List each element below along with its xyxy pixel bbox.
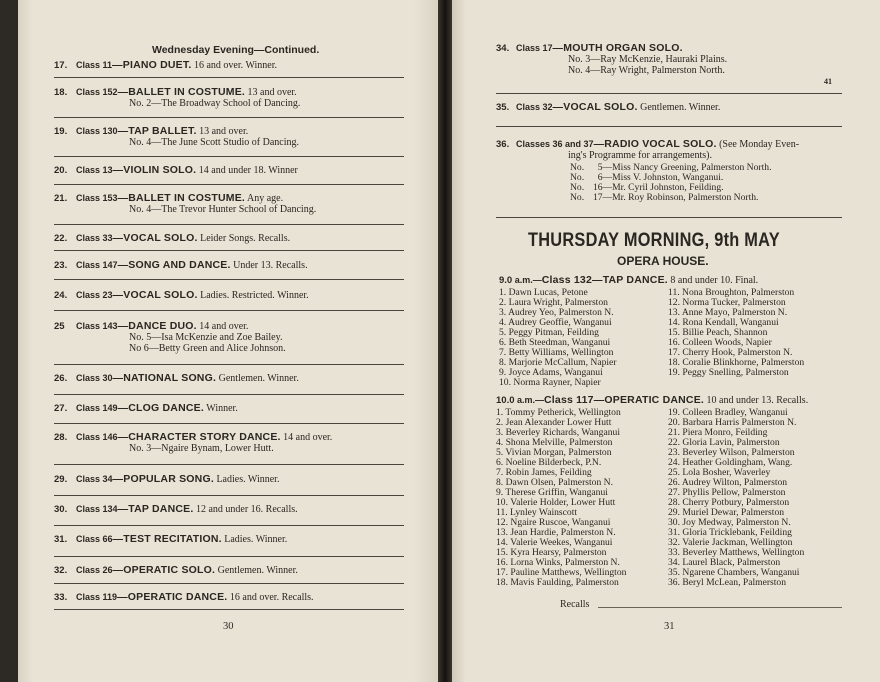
competitor: 1. Tommy Petherick, Wellington	[496, 407, 621, 418]
competitor: 27. Phyllis Pellow, Palmerston	[668, 487, 786, 498]
entry-divider	[54, 423, 404, 424]
competitor: 7. Robin James, Feilding	[496, 467, 592, 478]
tap-list-left	[499, 288, 617, 388]
entrant-number: 6—	[597, 172, 613, 183]
dash: —	[117, 320, 129, 332]
class-code: 149	[102, 403, 118, 413]
entrant-line: No. 2—The Broadway School of Dancing.	[129, 98, 301, 109]
class-code: 66	[102, 534, 113, 544]
dash: —	[112, 232, 124, 244]
dash: —	[593, 138, 605, 150]
competitor: 28. Cherry Potbury, Palmerston	[668, 497, 790, 508]
dash: —	[112, 564, 124, 576]
radio-entrant	[570, 193, 771, 203]
entry-divider	[54, 556, 404, 557]
competitor: 18. Mavis Faulding, Palmerston	[496, 577, 619, 588]
entry-number: 21.	[54, 193, 68, 204]
entry-divider	[54, 184, 404, 185]
dash: —	[117, 259, 129, 271]
entry-divider	[54, 609, 404, 610]
competitor: 19. Colleen Bradley, Wanganui	[668, 407, 788, 418]
competitor: 13. Anne Mayo, Palmerston N.	[668, 307, 788, 318]
entrant-number: 16—	[592, 182, 613, 193]
competitor: 16. Colleen Woods, Napier	[668, 337, 772, 348]
entry-number: 17.	[54, 60, 68, 71]
entry-divider	[54, 464, 404, 465]
competitor: 24. Heather Goldingham, Wang.	[668, 457, 793, 468]
class-code: 33	[102, 233, 113, 243]
entrant-no: No.	[570, 192, 585, 203]
recalls-rule	[598, 607, 842, 608]
class-title: VOCAL SOLO.	[563, 101, 638, 113]
class-code: 134	[102, 504, 118, 514]
class-code: 147	[102, 260, 118, 270]
competitor: 10. Valerie Holder, Lower Hutt	[496, 497, 616, 508]
entry-number: 29.	[54, 474, 68, 485]
class-word: Class	[76, 373, 101, 383]
class-code: 119	[102, 592, 118, 602]
class-entry	[54, 164, 298, 177]
entrant-name: Miss V. Johnston, Wanganui.	[612, 172, 724, 183]
class-word: Class	[76, 504, 101, 514]
entry-number: 27.	[54, 403, 68, 414]
competitor: 11. Nona Broughton, Palmerston	[668, 287, 795, 298]
dash: —	[117, 431, 129, 443]
entry-number: 31.	[54, 534, 68, 545]
competitor: 4. Shona Melville, Palmerston	[496, 437, 613, 448]
entrant-name: Mr. Roy Robinson, Palmerston North.	[612, 192, 759, 203]
class-code: 153	[102, 193, 118, 203]
entry-number: 20.	[54, 165, 68, 176]
tap-class: Class 132—TAP DANCE.	[541, 274, 668, 286]
class-word: Class	[76, 290, 101, 300]
entrant-line: No. 5—Isa McKenzie and Zoe Bailey.	[129, 332, 283, 343]
class-detail: 13 and over.	[247, 87, 297, 98]
entry-divider	[54, 583, 404, 584]
class-code: 26	[102, 565, 113, 575]
dash: —	[117, 591, 128, 603]
section-divider	[496, 217, 842, 218]
competitor: 8. Dawn Olsen, Palmerston N.	[496, 477, 613, 488]
class-title: PIANO DUET.	[122, 59, 192, 71]
class-code: 17	[542, 43, 553, 53]
class-detail: Gentlemen. Winner.	[217, 565, 298, 576]
entry-number: 28.	[54, 432, 68, 443]
class-title: VOCAL SOLO.	[123, 289, 198, 301]
competitor: 12. Ngaire Ruscoe, Wanganui	[496, 517, 611, 528]
competitor: 15. Billie Peach, Shannon	[668, 327, 768, 338]
class-detail: Under 13. Recalls.	[233, 260, 308, 271]
class-word: Classes	[516, 139, 551, 149]
entrant-line: No. 4—Ray Wright, Palmerston North.	[568, 65, 725, 76]
competitor: 35. Ngarene Chambers, Wanganui	[668, 567, 800, 578]
competitor: 10. Norma Rayner, Napier	[499, 377, 601, 388]
class-entry	[496, 101, 720, 114]
page-header: Wednesday Evening—Continued.	[152, 44, 320, 56]
radio-list	[570, 163, 771, 203]
entry-number: 24.	[54, 290, 68, 301]
dash: —	[552, 42, 564, 54]
class-entry	[54, 402, 238, 415]
class-code: 13	[102, 165, 113, 175]
class-code: 34	[102, 474, 113, 484]
competitor: 20. Barbara Harris Palmerston N.	[668, 417, 797, 428]
tap-ampm: a.m.—	[514, 275, 542, 285]
dash: —	[117, 125, 129, 137]
competitor: 16. Lorna Winks, Palmerston N.	[496, 557, 620, 568]
class-title: BALLET IN COSTUME.	[128, 192, 246, 204]
competitor: 9. Joyce Adams, Wanganui	[499, 367, 603, 378]
class-word: Class	[76, 60, 101, 70]
class-word: Class	[76, 260, 101, 270]
class-title: RADIO VOCAL SOLO.	[604, 138, 717, 150]
entrant-no: No.	[570, 162, 585, 173]
dash: —	[117, 402, 129, 414]
class-detail: 14 and under 18. Winner	[198, 165, 298, 176]
class-detail: 16 and over. Recalls.	[229, 592, 314, 603]
class-detail: Gentlemen. Winner.	[640, 102, 721, 113]
class-entry	[54, 503, 298, 516]
class-detail: 14 and over.	[199, 321, 249, 332]
competitor: 13. Jean Hardie, Palmerston N.	[496, 527, 616, 538]
entry-number: 22.	[54, 233, 68, 244]
competitor: 2. Jean Alexander Lower Hutt	[496, 417, 612, 428]
page-number: 31	[664, 621, 675, 632]
operatic-list-left	[496, 408, 626, 588]
class-code: 11	[102, 60, 113, 70]
entry-divider	[54, 77, 404, 78]
dash: —	[117, 192, 129, 204]
operatic-class: Class 117—OPERATIC DANCE.	[544, 394, 705, 406]
competitor: 15. Kyra Hearsy, Palmerston	[496, 547, 607, 558]
class-code: 30	[102, 373, 113, 383]
entry-number: 23.	[54, 260, 68, 271]
class-title: BALLET IN COSTUME.	[128, 86, 246, 98]
competitor: 18. Coralie Blinkhorne, Palmerston	[668, 357, 805, 368]
competitor: 17. Pauline Matthews, Wellington	[496, 567, 627, 578]
class-title: TEST RECITATION.	[123, 533, 222, 545]
entry-divider	[54, 250, 404, 251]
class-code: 36 and 37	[552, 139, 594, 149]
operatic-section-header	[496, 394, 808, 407]
competitor: 30. Joy Medway, Palmerston N.	[668, 517, 791, 528]
page-number: 30	[223, 621, 234, 632]
dash: —	[112, 289, 124, 301]
entrant-number: 17—	[592, 192, 613, 203]
class-title: POPULAR SONG.	[123, 473, 214, 485]
competitor: 6. Beth Steedman, Wanganui	[499, 337, 611, 348]
entrant-name: Mr. Cyril Johnston, Feilding.	[612, 182, 724, 193]
class-title: CHARACTER STORY DANCE.	[128, 431, 281, 443]
competitor: 4. Audrey Geoffie, Wanganui	[499, 317, 612, 328]
competitor: 36. Beryl McLean, Palmerston	[668, 577, 787, 588]
competitor: 14. Rona Kendall, Wanganui	[668, 317, 779, 328]
entrant-line: No 6—Betty Green and Alice Johnson.	[129, 343, 286, 354]
book-gutter	[438, 0, 452, 682]
class-detail: Gentlemen. Winner.	[218, 373, 299, 384]
class-entry	[54, 473, 279, 486]
entry-divider	[54, 117, 404, 118]
competitor: 14. Valerie Weekes, Wanganui	[496, 537, 613, 548]
dash: —	[112, 533, 124, 545]
operatic-detail: 10 and under 13. Recalls.	[706, 395, 809, 406]
class-detail: 13 and over.	[199, 126, 249, 137]
tap-detail: 8 and under 10. Final.	[670, 275, 759, 286]
entry-divider	[54, 310, 404, 311]
entry-divider	[496, 93, 842, 94]
competitor: 3. Beverley Richards, Wanganui	[496, 427, 621, 438]
class-word: Class	[516, 102, 541, 112]
competitor: 5. Vivian Morgan, Palmerston	[496, 447, 612, 458]
dash: —	[552, 101, 564, 113]
class-detail: (See Monday Even-	[719, 139, 800, 150]
entrant-no: No.	[570, 172, 585, 183]
competitor: 17. Cherry Hook, Palmerston N.	[668, 347, 793, 358]
competitor: 12. Norma Tucker, Palmerston	[668, 297, 786, 308]
entry-divider	[54, 224, 404, 225]
class-title: NATIONAL SONG.	[123, 372, 217, 384]
class-word: Class	[516, 43, 541, 53]
entry-divider	[54, 394, 404, 395]
competitor: 33. Beverley Matthews, Wellington	[668, 547, 805, 558]
class-entry	[54, 591, 314, 604]
competitor: 3. Audrey Yeo, Palmerston N.	[499, 307, 614, 318]
competitor: 22. Gloria Lavin, Palmerston	[668, 437, 780, 448]
entry-number: 19.	[54, 126, 68, 137]
class-word: Class	[76, 87, 101, 97]
class-word: Class	[76, 193, 101, 203]
class-title: OPERATIC DANCE.	[127, 591, 228, 603]
dash: —	[112, 473, 124, 485]
entry-divider	[496, 126, 842, 127]
entry-divider	[54, 495, 404, 496]
class-detail: 14 and over.	[283, 432, 333, 443]
page-mark: 41	[824, 77, 832, 86]
class-word: Class	[76, 565, 101, 575]
entry-number: 26.	[54, 373, 68, 384]
class-word: Class	[76, 534, 101, 544]
entrant-line: No. 3—Ngaire Bynam, Lower Hutt.	[129, 443, 274, 454]
dash: —	[112, 372, 124, 384]
class-entry	[54, 259, 308, 272]
class-word: Class	[76, 165, 101, 175]
entrant-line: No. 4—The Trevor Hunter School of Dancing.	[129, 204, 317, 215]
entry-number: 35.	[496, 102, 510, 113]
class-title: DANCE DUO.	[128, 320, 197, 332]
class-entry	[54, 533, 287, 546]
competitor: 1. Dawn Lucas, Petone	[499, 287, 588, 298]
class-title: TAP BALLET.	[128, 125, 197, 137]
entry-number: 34.	[496, 43, 510, 54]
class-detail: Winner.	[206, 403, 238, 414]
entry-number: 36.	[496, 139, 510, 150]
class-title: VIOLIN SOLO.	[123, 164, 197, 176]
entry-number: 25	[54, 321, 65, 332]
class-word: Class	[76, 432, 101, 442]
tap-list-right	[668, 288, 804, 378]
entry-number: 18.	[54, 87, 68, 98]
class-detail: Leider Songs. Recalls.	[200, 233, 291, 244]
class-title: OPERATIC SOLO.	[123, 564, 216, 576]
class-entry	[54, 372, 299, 385]
class-detail: 12 and under 16. Recalls.	[195, 504, 298, 515]
class-code: 130	[102, 126, 118, 136]
operatic-time: 10.0	[496, 395, 515, 406]
entry-number: 33.	[54, 592, 68, 603]
class-word: Class	[76, 474, 101, 484]
class-word: Class	[76, 126, 101, 136]
entry-divider	[54, 364, 404, 365]
competitor: 25. Lola Bosher, Waverley	[668, 467, 771, 478]
class-title: VOCAL SOLO.	[123, 232, 198, 244]
entry-divider	[54, 525, 404, 526]
entry-divider	[54, 279, 404, 280]
class-detail: Any age.	[246, 193, 284, 204]
operatic-ampm: a.m.—	[517, 395, 545, 405]
entrant-number: 5—	[597, 162, 613, 173]
competitor: 29. Muriel Dewar, Palmerston	[668, 507, 785, 518]
competitor: 11. Lynley Wainscott	[496, 507, 578, 518]
competitor: 7. Betty Williams, Wellington	[499, 347, 614, 358]
class-code: 152	[102, 87, 118, 97]
class-detail: Ladies. Winner.	[216, 474, 280, 485]
operatic-list-right	[668, 408, 804, 588]
class-detail: Ladies. Winner.	[224, 534, 288, 545]
class-word: Class	[76, 592, 101, 602]
competitor: 32. Valerie Jackman, Wellington	[668, 537, 793, 548]
left-page	[18, 0, 438, 682]
tap-section-header	[499, 274, 758, 287]
entrant-line: No. 4—The June Scott Studio of Dancing.	[129, 137, 299, 148]
competitor: 23. Beverley Wilson, Palmerston	[668, 447, 795, 458]
competitor: 19. Peggy Snelling, Palmerston	[668, 367, 789, 378]
class-title: MOUTH ORGAN SOLO.	[563, 42, 683, 54]
entry-number: 32.	[54, 565, 68, 576]
tap-time: 9.0	[499, 275, 513, 286]
class-detail: 16 and over. Winner.	[193, 60, 277, 71]
dash: —	[112, 59, 123, 71]
class-word: Class	[76, 233, 101, 243]
venue-heading: OPERA HOUSE.	[617, 254, 709, 268]
competitor: 5. Peggy Pitman, Feilding	[499, 327, 599, 338]
competitor: 8. Marjorie McCallum, Napier	[499, 357, 617, 368]
competitor: 31. Gloria Tricklebank, Feilding	[668, 527, 792, 538]
class-title: CLOG DANCE.	[128, 402, 204, 414]
class-title: SONG AND DANCE.	[128, 259, 231, 271]
class-entry	[54, 59, 277, 72]
day-heading: THURSDAY MORNING, 9th MAY	[528, 230, 780, 251]
entry-divider	[54, 156, 404, 157]
dash: —	[117, 503, 129, 515]
competitor: 9. Therese Griffin, Wanganui	[496, 487, 608, 498]
dash: —	[112, 164, 124, 176]
class-entry	[54, 232, 290, 245]
competitor: 26. Audrey Wilton, Palmerston	[668, 477, 788, 488]
right-page	[452, 0, 880, 682]
class-word: Class	[76, 321, 101, 331]
dash: —	[117, 86, 129, 98]
recalls-label: Recalls	[560, 599, 590, 610]
class-code: 143	[102, 321, 118, 331]
class-title: TAP DANCE.	[128, 503, 194, 515]
entrant-line: ing's Programme for arrangements).	[568, 150, 712, 161]
competitor: 21. Piera Monro, Feilding	[668, 427, 768, 438]
competitor: 2. Laura Wright, Palmerston	[499, 297, 608, 308]
entry-number: 30.	[54, 504, 68, 515]
class-word: Class	[76, 403, 101, 413]
class-code: 23	[102, 290, 113, 300]
entrant-name: Miss Nancy Greening, Palmerston North.	[612, 162, 772, 173]
competitor: 6. Noeline Bilderbeck, P.N.	[496, 457, 602, 468]
class-entry	[54, 564, 298, 577]
class-code: 32	[542, 102, 553, 112]
entrant-line: No. 3—Ray McKenzie, Hauraki Plains.	[568, 54, 728, 65]
class-entry	[54, 289, 309, 302]
entrant-no: No.	[570, 182, 585, 193]
class-detail: Ladies. Restricted. Winner.	[200, 290, 309, 301]
competitor: 34. Laurel Black, Palmerston	[668, 557, 781, 568]
class-code: 146	[102, 432, 118, 442]
